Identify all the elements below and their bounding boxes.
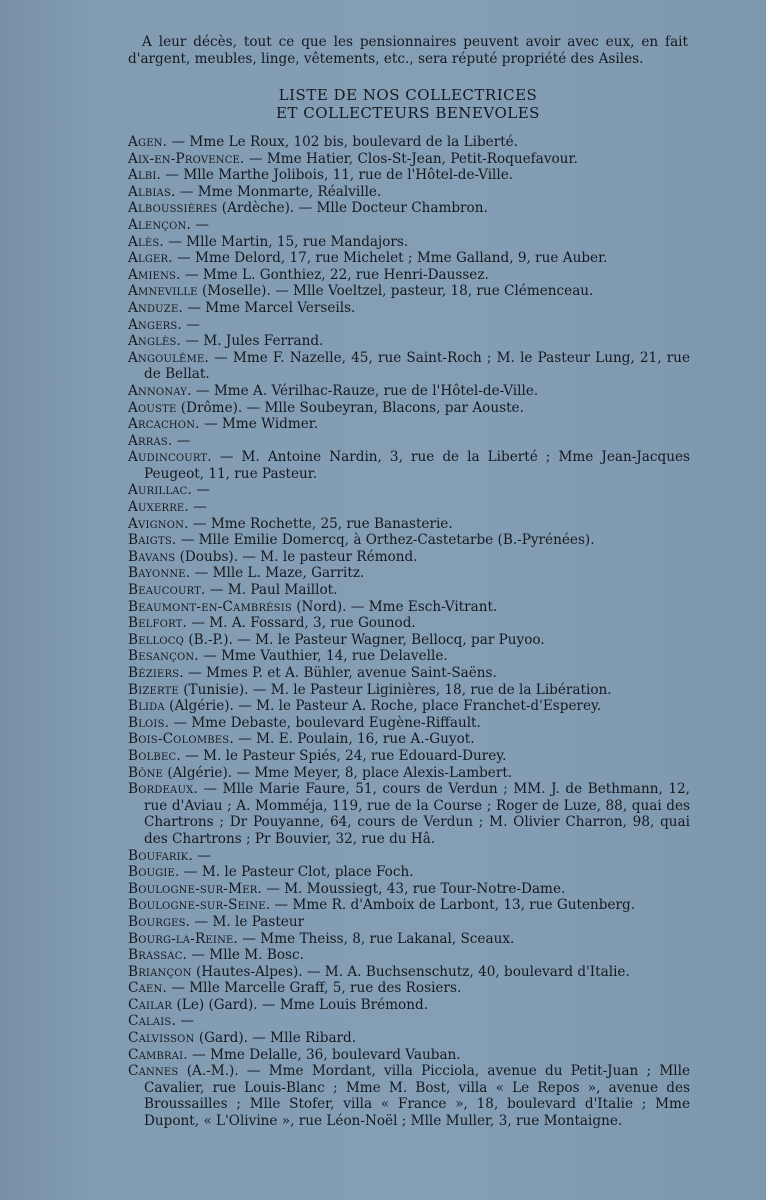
- list-item: [128, 781, 690, 847]
- list-item: [128, 980, 690, 997]
- list-item: [128, 914, 690, 931]
- collector-details: (Algérie). — M. le Pasteur A. Roche, place Franchet-d'Esperey.: [164, 698, 602, 715]
- city-name: Alès.: [128, 233, 164, 250]
- city-name: Cailar: [128, 996, 173, 1013]
- city-name: Anglès.: [128, 333, 182, 350]
- list-item: [128, 1047, 690, 1064]
- list-heading-line-2: ET COLLECTEURS BENEVOLES: [276, 104, 540, 122]
- city-name: Alboussières: [128, 200, 218, 217]
- collector-details: — M. le Pasteur: [190, 913, 305, 930]
- list-item: [128, 665, 690, 682]
- list-item: [128, 632, 690, 649]
- list-item: [128, 565, 690, 582]
- list-item: [128, 234, 690, 251]
- collector-details: (A.-M.). — Mme Mordant, villa Picciola, avenue du Petit-Juan ; Mlle Cavalier, rue Louis-Blanc ; Mme M. Bost, villa « Le Repos », avenue des Broussailles ; Mlle Stofer, villa « France », 18, boulevard d'Italie ; Mme Dupont, « L'Olivine », rue Léon-Noël ; Mlle Muller, 3, rue Montaigne.: [144, 1063, 690, 1130]
- city-name: Alençon.: [128, 216, 192, 233]
- list-item: [128, 167, 690, 184]
- collector-details: — Mlle L. Maze, Garritz.: [190, 565, 365, 582]
- collector-details: (Nord). — Mme Esch-Vitrant.: [291, 598, 498, 615]
- city-name: Baigts.: [128, 532, 177, 549]
- collector-details: —: [176, 1013, 194, 1030]
- city-name: Calvisson: [128, 1030, 195, 1047]
- collector-details: —: [192, 847, 211, 864]
- city-name: Bayonne.: [128, 565, 191, 582]
- city-name: Béziers.: [128, 665, 184, 681]
- city-name: Brassac.: [128, 947, 188, 964]
- city-name: Audincourt.: [128, 449, 212, 466]
- collector-details: —: [181, 316, 200, 333]
- collector-details: — M. Moussiegt, 43, rue Tour-Notre-Dame.: [261, 880, 566, 897]
- collector-details: — M. A. Fossard, 3, rue Gounod.: [187, 615, 416, 632]
- city-name: Bavans: [128, 548, 176, 565]
- list-item: [128, 1030, 690, 1047]
- city-name: Amneville: [128, 283, 198, 300]
- collector-details: — Mme Delord, 17, rue Michelet ; Mme Galland, 9, rue Auber.: [172, 250, 608, 267]
- city-name: Bizerte: [128, 681, 179, 698]
- collector-details: — Mme R. d'Amboix de Larbont, 13, rue Gutenberg.: [270, 897, 636, 914]
- city-name: Bougie.: [128, 864, 180, 881]
- city-name: Bordeaux.: [128, 781, 198, 798]
- collector-details: (Tunisie). — M. le Pasteur Liginières, 18, rue de la Libération.: [178, 681, 612, 698]
- list-item: [128, 267, 690, 284]
- collector-details: — M. le Pasteur Spiés, 24, rue Edouard-Durey.: [180, 747, 507, 764]
- list-item: [128, 283, 690, 300]
- city-name: Aix-en-Provence.: [128, 150, 245, 167]
- list-item: [128, 964, 690, 981]
- list-item: [128, 765, 690, 782]
- list-item: [128, 184, 690, 201]
- collector-details: — Mmes P. et A. Bühler, avenue Saint-Saëns.: [183, 665, 497, 681]
- list-item: [128, 648, 690, 665]
- list-heading-line-1: LISTE DE NOS COLLECTRICES: [278, 86, 538, 104]
- collector-details: (Doubs). — M. le pasteur Rémond.: [175, 548, 418, 565]
- collector-details: —: [188, 499, 207, 516]
- collector-details: — Mme Delalle, 36, boulevard Vauban.: [187, 1046, 461, 1063]
- list-item: [128, 383, 690, 400]
- collector-details: — Mme Rochette, 25, rue Banasterie.: [188, 515, 453, 532]
- list-item: [128, 250, 690, 267]
- collector-details: — Mme Widmer.: [199, 416, 319, 433]
- collector-details: —: [191, 216, 209, 233]
- list-item: [128, 151, 690, 168]
- collector-details: — M. Jules Ferrand.: [181, 333, 324, 350]
- collector-details: — Mme Marcel Verseils.: [182, 299, 356, 316]
- collector-details: — M. Paul Maillot.: [205, 582, 338, 599]
- list-item: [128, 416, 690, 433]
- city-name: Angers.: [128, 316, 182, 333]
- collector-list: [128, 134, 690, 1130]
- list-item: [128, 947, 690, 964]
- collector-details: (B.-P.). — M. le Pasteur Wagner, Bellocq, par Puyoo.: [184, 631, 545, 648]
- collector-details: — Mme Debaste, boulevard Eugène-Riffault.: [169, 714, 481, 731]
- list-item: [128, 400, 690, 417]
- list-item: [128, 897, 690, 914]
- city-name: Amiens.: [128, 266, 181, 283]
- collector-details: — Mme L. Gonthiez, 22, rue Henri-Daussez.: [180, 266, 489, 283]
- city-name: Angoulême.: [128, 349, 209, 366]
- collector-details: — Mme F. Nazelle, 45, rue Saint-Roch ; M. le Pasteur Lung, 21, rue de Bellat.: [144, 349, 690, 383]
- city-name: Blida: [128, 698, 165, 715]
- city-name: Bône: [128, 764, 164, 781]
- city-name: Aurillac.: [128, 482, 192, 499]
- city-name: Cambrai.: [128, 1046, 188, 1063]
- list-item: [128, 134, 690, 151]
- collector-details: — Mlle Marcelle Graff, 5, rue des Rosiers.: [167, 980, 462, 997]
- city-name: Annonay.: [128, 382, 192, 399]
- list-item: [128, 931, 690, 948]
- city-name: Besançon.: [128, 648, 199, 665]
- list-item: [128, 433, 690, 450]
- list-item: [128, 599, 690, 616]
- list-item: [128, 1063, 690, 1129]
- list-item: [128, 997, 690, 1014]
- list-item: [128, 317, 690, 334]
- city-name: Boufarik.: [128, 847, 193, 864]
- collector-details: (Hautes-Alpes). — M. A. Buchsenschutz, 40, boulevard d'Italie.: [191, 963, 630, 980]
- city-name: Beaumont-en-Cambrésis: [128, 598, 292, 615]
- list-item: [128, 582, 690, 599]
- city-name: Briançon: [128, 963, 192, 980]
- city-name: Avignon.: [128, 515, 189, 532]
- collector-details: — Mme Hatier, Clos-St-Jean, Petit-Roquefavour.: [244, 150, 578, 167]
- collector-details: (Algérie). — Mme Meyer, 8, place Alexis-Lambert.: [163, 764, 513, 781]
- collector-details: —: [172, 432, 191, 449]
- collector-details: —: [192, 482, 210, 499]
- list-item: [128, 482, 690, 499]
- city-name: Boulogne-sur-Mer.: [128, 880, 262, 897]
- city-name: Agen.: [128, 134, 168, 150]
- collector-details: (Gard). — Mlle Ribard.: [194, 1030, 357, 1047]
- collector-details: — M. E. Poulain, 16, rue A.-Guyot.: [233, 731, 475, 748]
- list-item: [128, 532, 690, 549]
- collector-details: (Moselle). — Mlle Voeltzel, pasteur, 18, rue Clémenceau.: [197, 283, 594, 300]
- city-name: Caen.: [128, 980, 167, 997]
- collector-details: — Mlle Martin, 15, rue Mandajors.: [163, 233, 409, 250]
- city-name: Blois.: [128, 714, 170, 731]
- city-name: Bois-Colombes.: [128, 731, 234, 748]
- city-name: Bolbec.: [128, 747, 181, 764]
- city-name: Boulogne-sur-Seine.: [128, 897, 271, 914]
- intro-paragraph: A leur décès, tout ce que les pensionnaires peuvent avoir avec eux, en fait d'argent, meubles, linge, vêtements, etc., sera réputé propriété des Asiles.: [128, 34, 688, 67]
- collector-details: — M. Antoine Nardin, 3, rue de la Liberté ; Mme Jean-Jacques Peugeot, 11, rue Pasteur.: [144, 449, 690, 482]
- city-name: Bourges.: [128, 913, 191, 930]
- collector-details: — Mlle Marie Faure, 51, cours de Verdun ; MM. J. de Bethmann, 12, rue d'Aviau ; A. Momméja, 119, rue de la Course ; Roger de Luze, 88, quai des Chartrons ; Dr Pouyanne, 64, cours de Verdun ; M. Olivier Charron, 98, quai des Chartrons ; Pr Bouvier, 32, rue du Hâ.: [144, 781, 690, 847]
- collector-details: (Ardèche). — Mlle Docteur Chambron.: [217, 200, 488, 217]
- city-name: Anduze.: [128, 299, 183, 316]
- list-item: [128, 748, 690, 765]
- list-item: [128, 1013, 690, 1030]
- list-item: [128, 333, 690, 350]
- list-item: [128, 615, 690, 632]
- city-name: Aouste: [128, 399, 177, 416]
- collector-details: (Drôme). — Mlle Soubeyran, Blacons, par Aouste.: [176, 399, 524, 416]
- collector-details: — M. le Pasteur Clot, place Foch.: [179, 864, 414, 881]
- list-item: [128, 715, 690, 732]
- list-item: [128, 350, 690, 383]
- city-name: Beaucourt.: [128, 582, 206, 599]
- city-name: Cannes: [128, 1063, 179, 1080]
- collector-details: (Le) (Gard). — Mme Louis Brémond.: [172, 996, 428, 1013]
- collector-details: — Mme Theiss, 8, rue Lakanal, Sceaux.: [238, 930, 515, 947]
- list-item: [128, 516, 690, 533]
- list-item: [128, 881, 690, 898]
- list-item: [128, 682, 690, 699]
- city-name: Belfort.: [128, 615, 188, 632]
- collector-details: — Mlle M. Bosc.: [187, 947, 304, 964]
- city-name: Bellocq: [128, 631, 185, 648]
- collector-details: — Mme Vauthier, 14, rue Delavelle.: [198, 648, 448, 665]
- list-item: [128, 449, 690, 482]
- list-item: [128, 731, 690, 748]
- city-name: Albi.: [128, 167, 162, 184]
- city-name: Arras.: [128, 432, 173, 449]
- city-name: Calais.: [128, 1013, 177, 1030]
- list-item: [128, 549, 690, 566]
- city-name: Auxerre.: [128, 499, 189, 516]
- city-name: Arcachon.: [128, 416, 200, 433]
- collector-details: — Mlle Emilie Domercq, à Orthez-Castetarbe (B.-Pyrénées).: [176, 532, 595, 549]
- list-item: [128, 698, 690, 715]
- list-item: [128, 499, 690, 516]
- list-item: [128, 848, 690, 865]
- collector-details: — Mlle Marthe Jolibois, 11, rue de l'Hôtel-de-Ville.: [161, 167, 514, 184]
- collector-details: — Mme Le Roux, 102 bis, boulevard de la Liberté.: [167, 134, 519, 150]
- list-item: [128, 200, 690, 217]
- list-item: [128, 864, 690, 881]
- collector-details: — Mme A. Vérilhac-Rauze, rue de l'Hôtel-de-Ville.: [191, 382, 539, 399]
- city-name: Albias.: [128, 183, 176, 200]
- city-name: Alger.: [128, 250, 173, 267]
- list-item: [128, 217, 690, 234]
- list-item: [128, 300, 690, 317]
- collector-details: — Mme Monmarte, Réalville.: [175, 183, 382, 200]
- city-name: Bourg-la-Reine.: [128, 930, 239, 947]
